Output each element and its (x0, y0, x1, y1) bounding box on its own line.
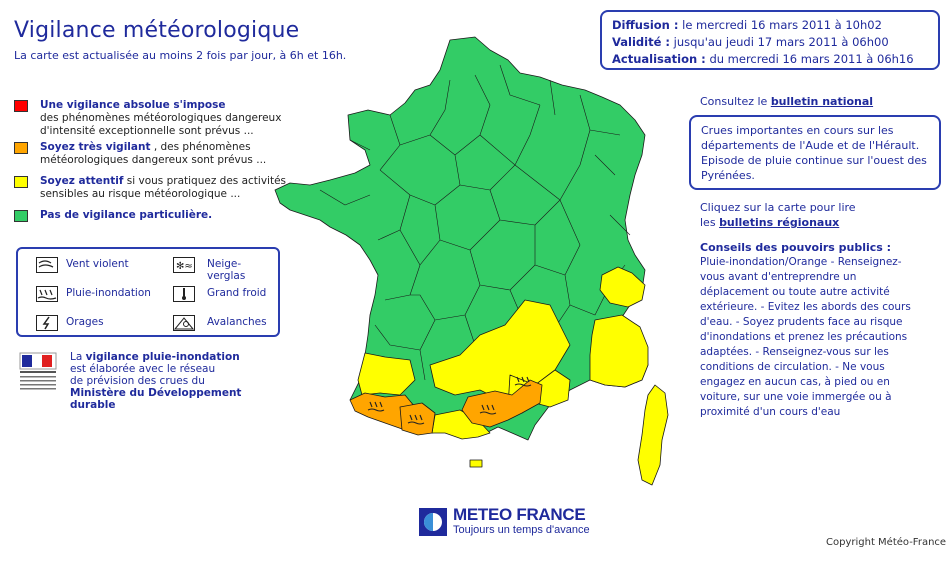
advice-heading: Conseils des pouvoirs publics : (700, 241, 892, 254)
map-andorra-marker (470, 460, 482, 467)
orange-swatch (14, 142, 28, 154)
hazard-pluie-label: Pluie-inondation (66, 287, 151, 299)
map-zone-yellow-alps-south[interactable] (590, 315, 648, 387)
legend-red-heading: Une vigilance absolue s'impose (40, 99, 226, 111)
brand-tagline: Toujours un temps d'avance (453, 524, 590, 536)
wind-icon (36, 257, 58, 273)
hazard-orages-label: Orages (66, 316, 104, 328)
flood-alert-text: Crues importantes en cours sur les départements de l'Aude et de l'Hérault. Episode de pluie continue sur l'ouest des Pyrénées. (701, 124, 927, 182)
diffusion-label: Diffusion : (612, 18, 679, 32)
legend-orange-text: , des phénomènes météorologiques dangereux sont prévus ... (40, 141, 267, 166)
regional-bulletins (700, 200, 856, 230)
meteo-france-logo-icon (418, 507, 448, 537)
legend-orange-heading: Soyez très vigilant (40, 141, 151, 153)
public-advice (700, 240, 925, 420)
hazard-legend-box (16, 247, 280, 337)
legend-red-text: des phénomènes météorologiques dangereux d'intensité exceptionnelle sont prévus ... (40, 112, 282, 137)
hazard-vent-label: Vent violent (66, 258, 129, 270)
svg-text:✻≈: ✻≈ (176, 261, 193, 272)
legend-yellow-heading: Soyez attentif (40, 175, 124, 187)
red-swatch (14, 100, 28, 112)
brand-name: METEO FRANCE (453, 505, 586, 524)
map-corsica[interactable] (638, 385, 668, 485)
actualisation-label: Actualisation : (612, 52, 706, 66)
thermometer-icon (173, 286, 195, 302)
snow-ice-icon (173, 257, 195, 273)
page-subtitle: La carte est actualisée au moins 2 fois par jour, à 6h et 16h. (14, 49, 347, 62)
actualisation-value: du mercredi 16 mars 2011 à 06h16 (709, 52, 914, 66)
page-title: Vigilance météorologique (14, 18, 300, 43)
ministry-block (18, 351, 288, 411)
ministry-line2: est élaborée avec le réseau (70, 363, 216, 375)
legend-green-heading: Pas de vigilance particulière. (40, 209, 213, 221)
green-swatch (14, 210, 28, 222)
ministry-line1-bold: vigilance pluie-inondation (85, 351, 240, 363)
validite-label: Validité : (612, 35, 670, 49)
avalanche-icon (173, 315, 195, 331)
regional-line2-pre: les (700, 216, 720, 229)
copyright: Copyright Météo-France (826, 537, 947, 548)
regional-line1: Cliquez sur la carte pour lire (700, 201, 856, 214)
regional-bulletins-link[interactable]: bulletins régionaux (719, 216, 840, 229)
hazard-froid-label: Grand froid (207, 287, 267, 299)
ministry-line4: Ministère du Développement durable (70, 387, 242, 411)
flood-alert-box (689, 115, 941, 190)
advice-text: Pluie-inondation/Orange - Renseignez-vous avant d'entreprendre un déplacement ou toute autre activité extérieure. - Evitez les abords des cours d'eau. - Soyez prudents face au risque d'inondations et prenez les précautions adaptées. - Renseignez-vous sur les conditions de circulation. - Ne vous engagez en aucun cas, à pied ou en voiture, sur une voie immergée ou à proximité d'un cours d'eau (700, 256, 911, 418)
yellow-swatch (14, 176, 28, 188)
diffusion-value: le mercredi 16 mars 2011 à 10h02 (682, 18, 882, 32)
hazard-neige-label: Neige-verglas (207, 258, 246, 282)
france-vigilance-map[interactable] (250, 35, 670, 495)
validite-value: jusqu'au jeudi 17 mars 2011 à 06h00 (673, 35, 889, 49)
ministry-logo (18, 351, 60, 399)
consult-text: Consultez le (700, 95, 771, 108)
rain-flood-icon (36, 286, 58, 302)
legend-yellow-text: si vous pratiquez des activités sensibles au risque météorologique ... (40, 175, 287, 200)
map-zone-yellow-southwest[interactable] (358, 353, 415, 395)
lightning-icon (36, 315, 58, 331)
hazard-avalanches-label: Avalanches (207, 316, 267, 328)
ministry-line3: de prévision des crues du (70, 375, 205, 387)
meteo-france-brand[interactable] (418, 505, 618, 539)
consult-line (700, 95, 873, 108)
ministry-line1-pre: La (70, 351, 86, 363)
national-bulletin-link[interactable]: bulletin national (770, 95, 874, 108)
